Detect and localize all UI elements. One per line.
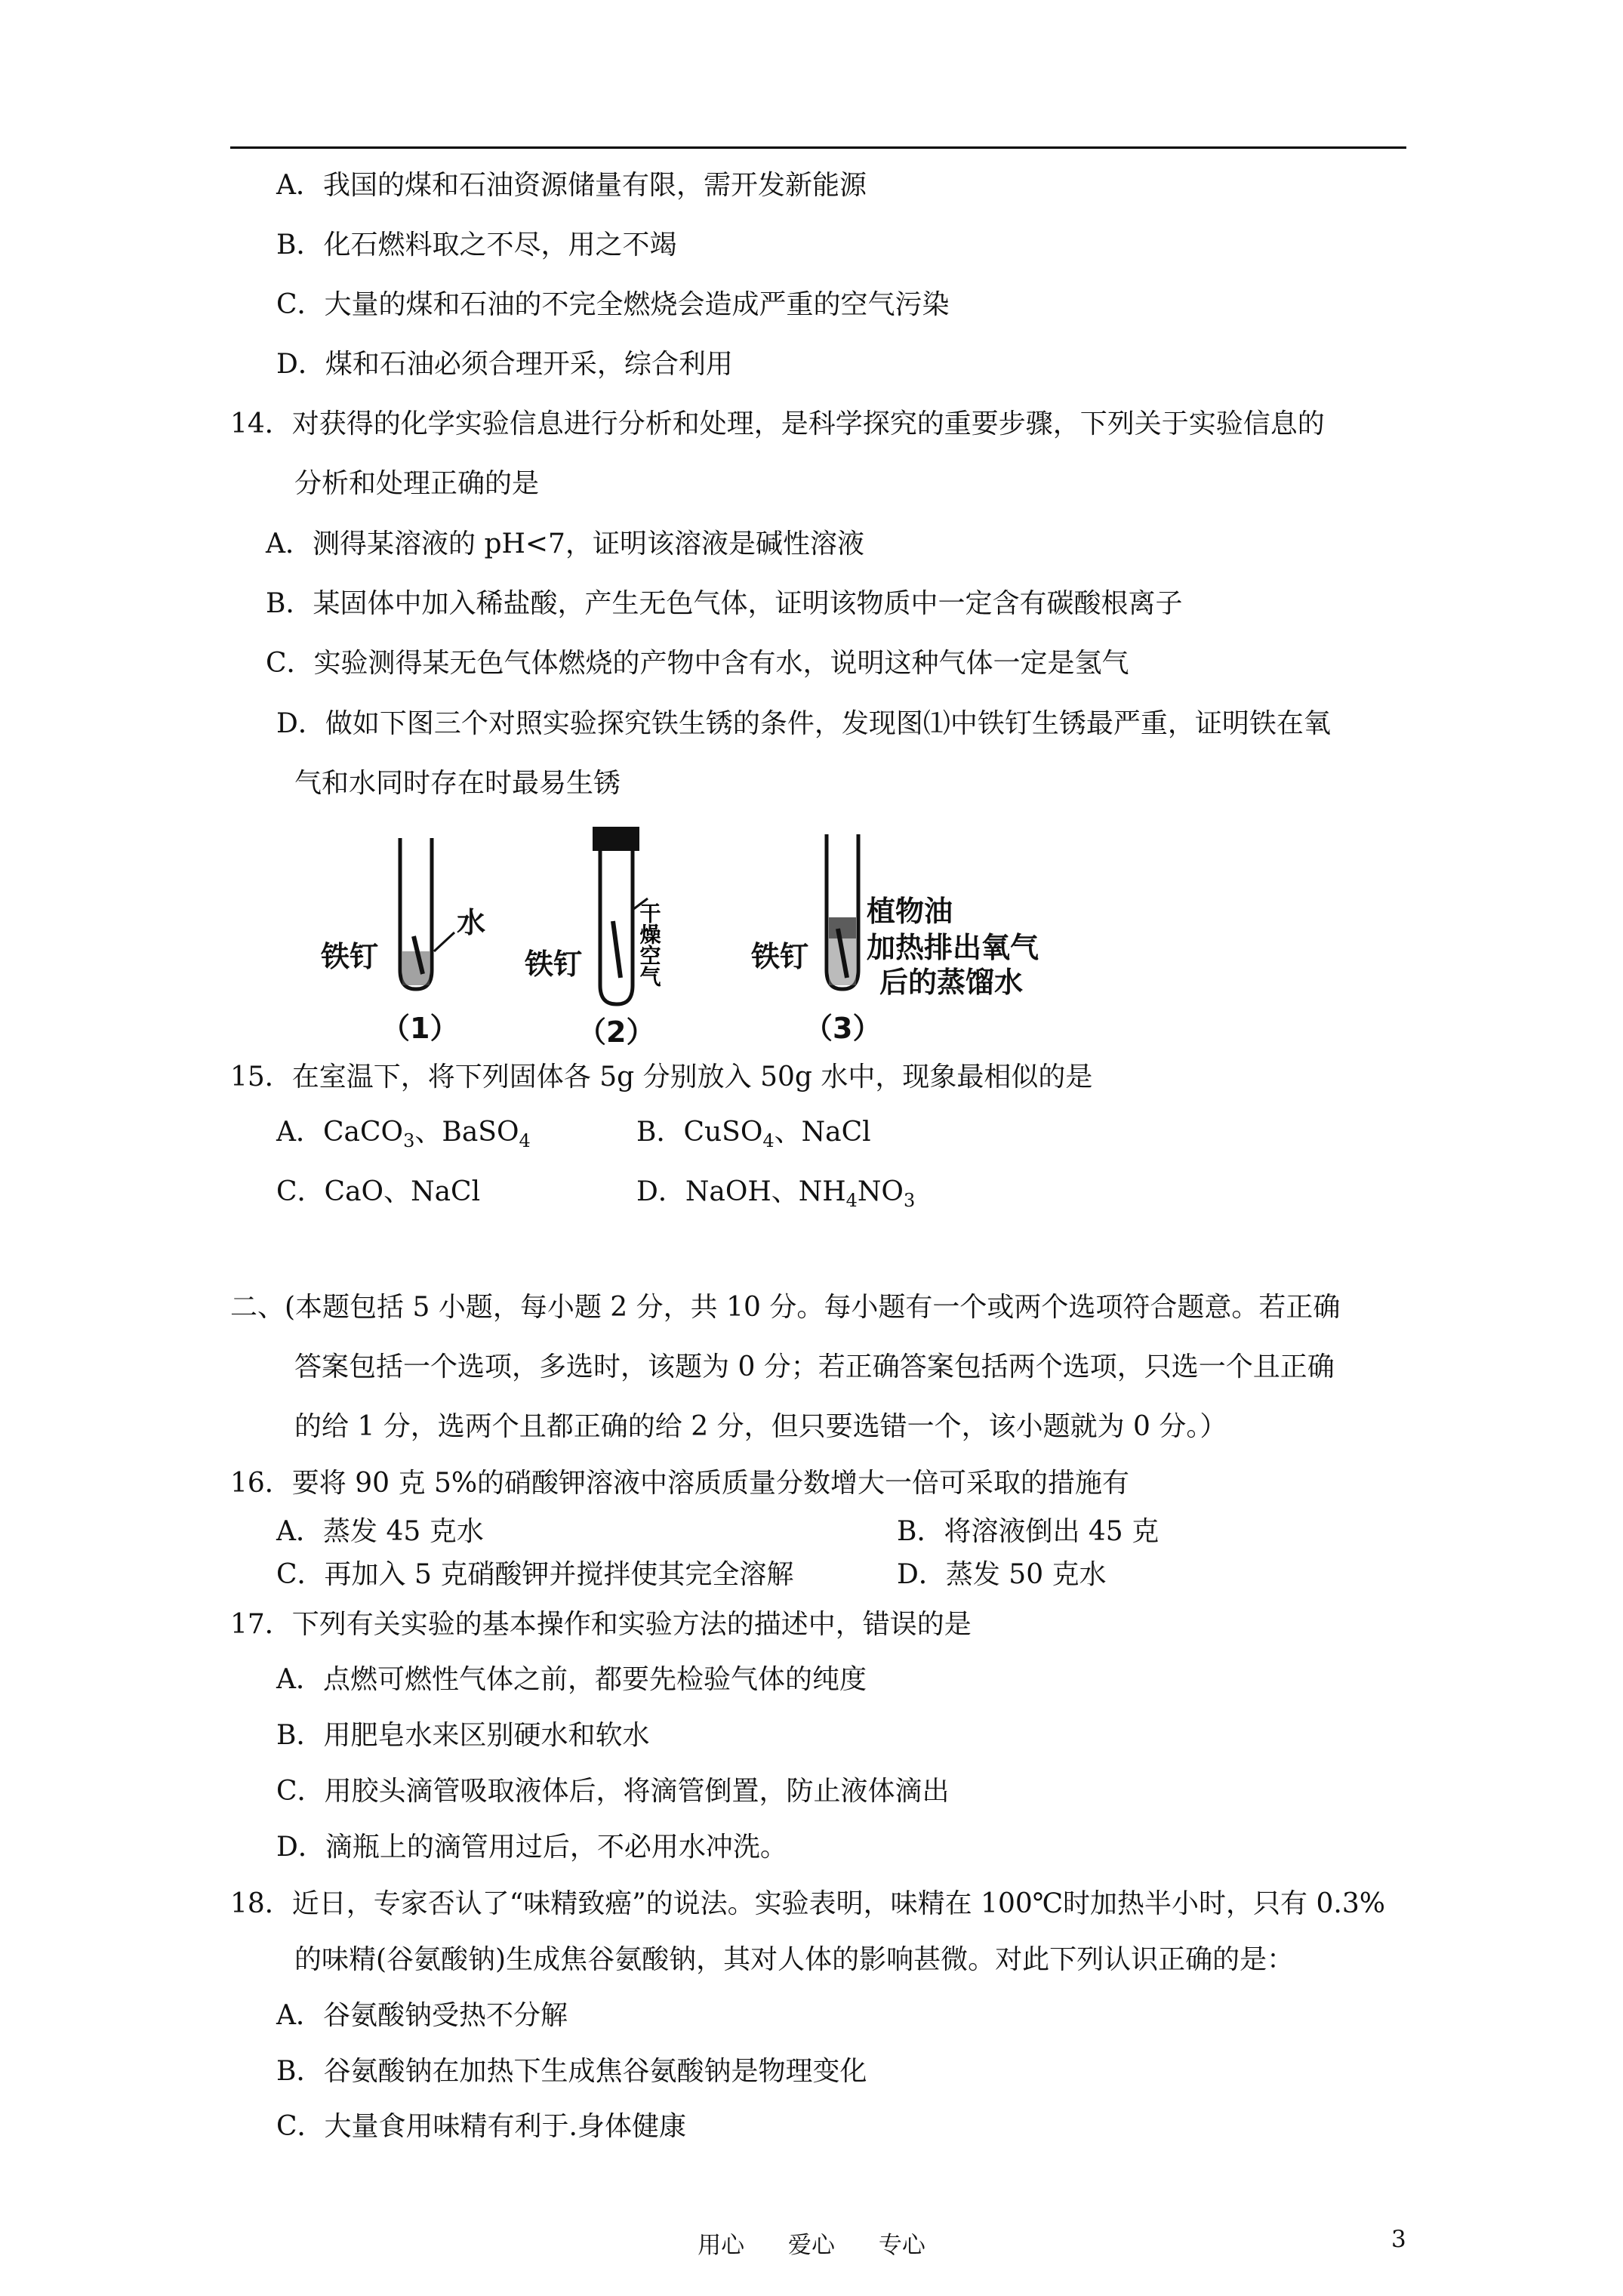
test-tube-1 <box>400 838 454 989</box>
q15-option-c: C．CaO、NaCl <box>276 1176 481 1207</box>
q15-option-a: A．CaCO$_3$、BaSO$_4$ <box>276 1117 531 1151</box>
section2-instructions-line1: 二、(本题包括 5 小题，每小题 2 分，共 10 分。每小题有一个或两个选项符合题意。若正确 <box>230 1292 1341 1323</box>
iron-rust-experiment-figure <box>317 823 1087 1049</box>
q15-stem: 15．在室温下，将下列固体各 5g 分别放入 50g 水中，现象最相似的是 <box>230 1062 1093 1093</box>
q17-option-a: A．点燃可燃性气体之前，都要先检验气体的纯度 <box>276 1664 867 1695</box>
tube2-number: （2） <box>577 1015 655 1049</box>
footer-word-1: 用心 <box>698 2232 745 2259</box>
q16-option-a: A．蒸发 45 克水 <box>276 1516 484 1547</box>
q16-option-c: C．再加入 5 克硝酸钾并搅拌使其完全溶解 <box>276 1559 794 1590</box>
tube2-nail-label: 铁钉 <box>525 948 583 981</box>
tube1-number: （1） <box>381 1012 459 1045</box>
q15-option-d: D．NaOH、$NH_4NO_3$ <box>636 1176 916 1211</box>
tube3-oil-label: 植物油 <box>867 895 953 928</box>
section2-instructions-line2: 答案包括一个选项，多选时，该题为 0 分；若正确答案包括两个选项，只选一个且正确 <box>294 1351 1335 1382</box>
tube1-nail-label: 铁钉 <box>321 940 379 973</box>
q14-option-c: C．实验测得某无色气体燃烧的产物中含有水，说明这种气体一定是氢气 <box>266 648 1129 679</box>
q14-option-b: B．某固体中加入稀盐酸，产生无色气体，证明该物质中一定含有碳酸根离子 <box>266 588 1183 619</box>
iron-nail-2 <box>613 921 621 978</box>
test-tube-3 <box>827 834 858 989</box>
q14-option-a: A．测得某溶液的 pH<7，证明该溶液是碱性溶液 <box>266 529 864 559</box>
tube3-nail-label: 铁钉 <box>751 940 809 973</box>
q17-option-c: C．用胶头滴管吸取液体后，将滴管倒置，防止液体滴出 <box>276 1776 950 1807</box>
q18-option-b: B．谷氨酸钠在加热下生成焦谷氨酸钠是物理变化 <box>276 2056 867 2087</box>
q14-option-d-line2: 气和水同时存在时最易生锈 <box>294 768 621 799</box>
q14-stem-line2: 分析和处理正确的是 <box>294 468 540 499</box>
q13-option-a: A．我国的煤和石油资源储量有限，需开发新能源 <box>276 170 867 201</box>
q14-stem-line1: 14．对获得的化学实验信息进行分析和处理，是科学探究的重要步骤，下列关于实验信息的 <box>230 408 1325 439</box>
page-number: 3 <box>1391 2226 1406 2253</box>
q13-option-d: D．煤和石油必须合理开采，综合利用 <box>276 349 733 380</box>
section2-instructions-line3: 的给 1 分，选两个且都正确的给 2 分，但只要选错一个，该小题就为 0 分。） <box>294 1411 1227 1442</box>
rubber-stopper <box>593 827 639 851</box>
q16-stem: 16．要将 90 克 5%的硝酸钾溶液中溶质质量分数增大一倍可采取的措施有 <box>230 1468 1130 1499</box>
tube3-water-label-line1: 加热排出氧气 <box>867 931 1039 964</box>
q18-stem-line1: 18．近日，专家否认了“味精致癌”的说法。实验表明，味精在 100℃时加热半小时，只有 0.3% <box>230 1888 1385 1919</box>
q18-option-a: A．谷氨酸钠受热不分解 <box>276 2000 568 2031</box>
page-footer <box>0 2226 1623 2260</box>
oil-layer <box>829 917 856 938</box>
footer-word-2: 爱心 <box>788 2232 835 2259</box>
q16-option-b: B．将溶液倒出 45 克 <box>897 1516 1160 1547</box>
q14-option-d-line1: D．做如下图三个对照实验探究铁生锈的条件，发现图⑴中铁钉生锈最严重，证明铁在氧 <box>276 708 1331 739</box>
q18-stem-line2: 的味精(谷氨酸钠)生成焦谷氨酸钠，其对人体的影响甚微。对此下列认识正确的是： <box>294 1944 1295 1975</box>
q18-option-c: C．大量食用味精有利于.身体健康 <box>276 2111 686 2142</box>
header-rule <box>230 146 1406 149</box>
tube1-water-label: 水 <box>457 906 486 939</box>
tube2-air-label: 干燥空气 <box>636 902 662 987</box>
q17-option-b: B．用肥皂水来区别硬水和软水 <box>276 1720 650 1751</box>
q17-option-d: D．滴瓶上的滴管用过后，不必用水冲洗。 <box>276 1832 787 1863</box>
q17-stem: 17．下列有关实验的基本操作和实验方法的描述中，错误的是 <box>230 1609 972 1640</box>
q13-option-b: B．化石燃料取之不尽，用之不竭 <box>276 230 677 260</box>
q15-option-b: B．CuSO$_4$、NaCl <box>636 1117 871 1151</box>
footer-word-3: 专心 <box>878 2232 925 2259</box>
q16-option-d: D．蒸发 50 克水 <box>897 1559 1107 1590</box>
tube3-number: （3） <box>804 1012 882 1045</box>
tube3-water-label-line2: 后的蒸馏水 <box>879 966 1024 999</box>
q13-option-c: C．大量的煤和石油的不完全燃烧会造成严重的空气污染 <box>276 289 950 320</box>
